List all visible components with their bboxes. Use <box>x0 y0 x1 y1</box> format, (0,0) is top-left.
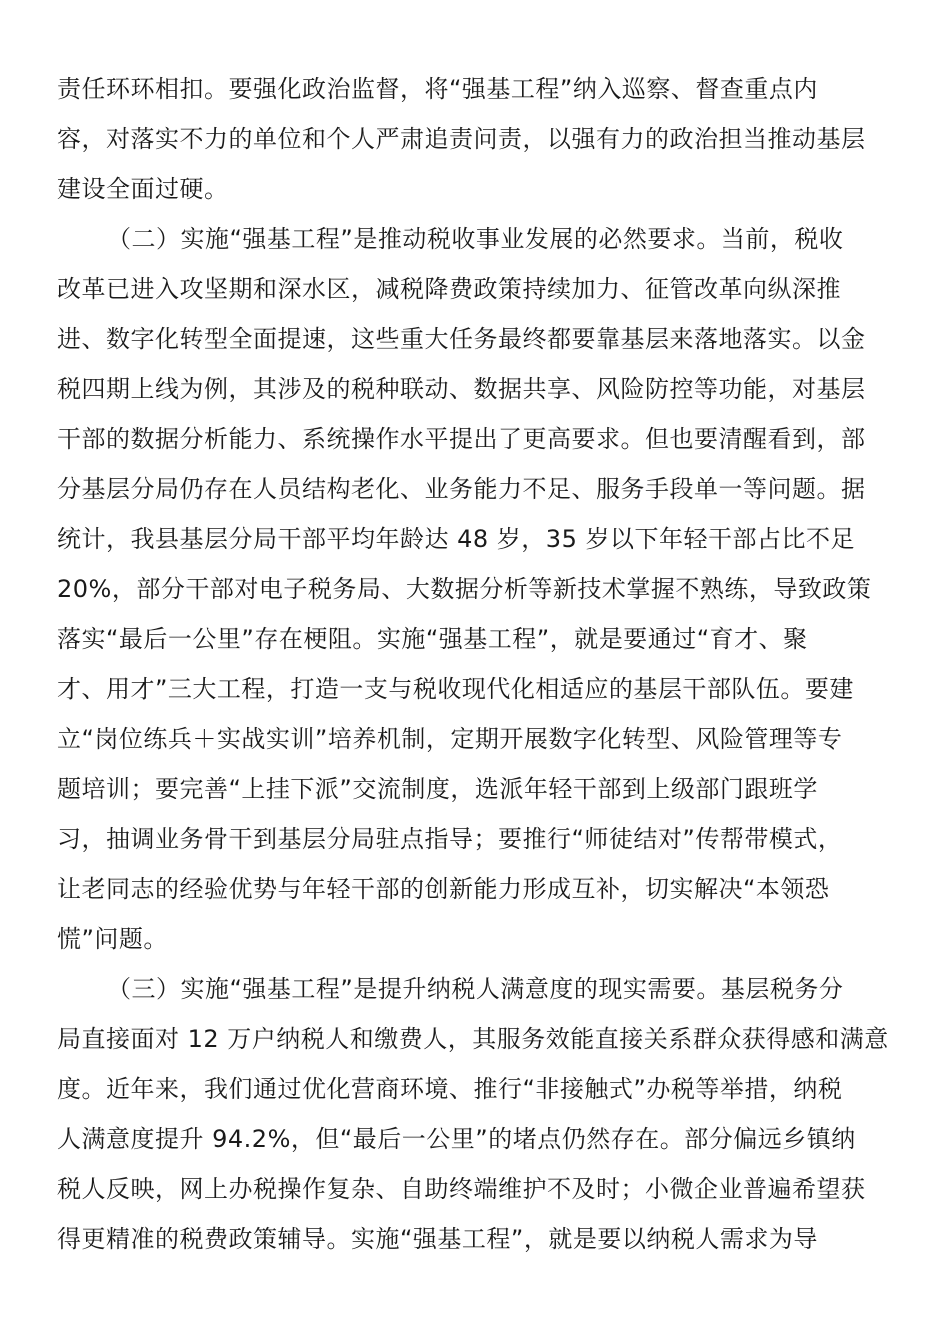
text-line: 让老同志的经验优势与年轻干部的创新能力形成互补，切实解决“本领恐 <box>57 875 830 903</box>
text-line: 分基层分局仍存在人员结构老化、业务能力不足、服务手段单一等问题。据 <box>57 475 866 503</box>
text-line: 习，抽调业务骨干到基层分局驻点指导；要推行“师徒结对”传帮带模式， <box>57 825 843 853</box>
text-line: 慌”问题。 <box>57 925 168 953</box>
text-line: 税人反映，网上办税操作复杂、自助终端维护不及时；小微企业普遍希望获 <box>57 1175 866 1203</box>
text-line: 税四期上线为例，其涉及的税种联动、数据共享、风险防控等功能，对基层 <box>57 375 866 403</box>
document-body <box>57 64 897 1264</box>
text-line: 统计，我县基层分局干部平均年龄达 48 岁，35 岁以下年轻干部占比不足 <box>57 525 855 553</box>
text-line: 度。近年来，我们通过优化营商环境、推行“非接触式”办税等举措，纳税 <box>57 1075 843 1103</box>
text-line: 20%，部分干部对电子税务局、大数据分析等新技术掌握不熟练，导致政策 <box>57 575 872 603</box>
text-line: 题培训；要完善“上挂下派”交流制度，选派年轻干部到上级部门跟班学 <box>57 775 818 803</box>
text-line: 才、用才”三大工程，打造一支与税收现代化相适应的基层干部队伍。要建 <box>57 675 854 703</box>
text-line: 改革已进入攻坚期和深水区，减税降费政策持续加力、征管改革向纵深推 <box>57 275 841 303</box>
text-line: 进、数字化转型全面提速，这些重大任务最终都要靠基层来落地落实。以金 <box>57 325 866 353</box>
text-line: 容，对落实不力的单位和个人严肃追责问责，以强有力的政治担当推动基层 <box>57 125 866 153</box>
text-line: 干部的数据分析能力、系统操作水平提出了更高要求。但也要清醒看到，部 <box>57 425 866 453</box>
text-line: 建设全面过硬。 <box>57 175 229 203</box>
text-line: 责任环环相扣。要强化政治监督，将“强基工程”纳入巡察、督查重点内 <box>57 75 818 103</box>
text-line: 立“岗位练兵＋实战实训”培养机制，定期开展数字化转型、风险管理等专 <box>57 725 843 753</box>
text-line: 得更精准的税费政策辅导。实施“强基工程”，就是要以纳税人需求为导 <box>57 1225 818 1253</box>
text-line: 人满意度提升 94.2%，但“最后一公里”的堵点仍然存在。部分偏远乡镇纳 <box>57 1125 856 1153</box>
section-heading-line: （二）实施“强基工程”是推动税收事业发展的必然要求。当前，税收 <box>107 225 844 253</box>
section-heading-line: （三）实施“强基工程”是提升纳税人满意度的现实需要。基层税务分 <box>107 975 844 1003</box>
text-line: 落实“最后一公里”存在梗阻。实施“强基工程”，就是要通过“育才、聚 <box>57 625 808 653</box>
text-line: 局直接面对 12 万户纳税人和缴费人，其服务效能直接关系群众获得感和满意 <box>57 1025 889 1053</box>
